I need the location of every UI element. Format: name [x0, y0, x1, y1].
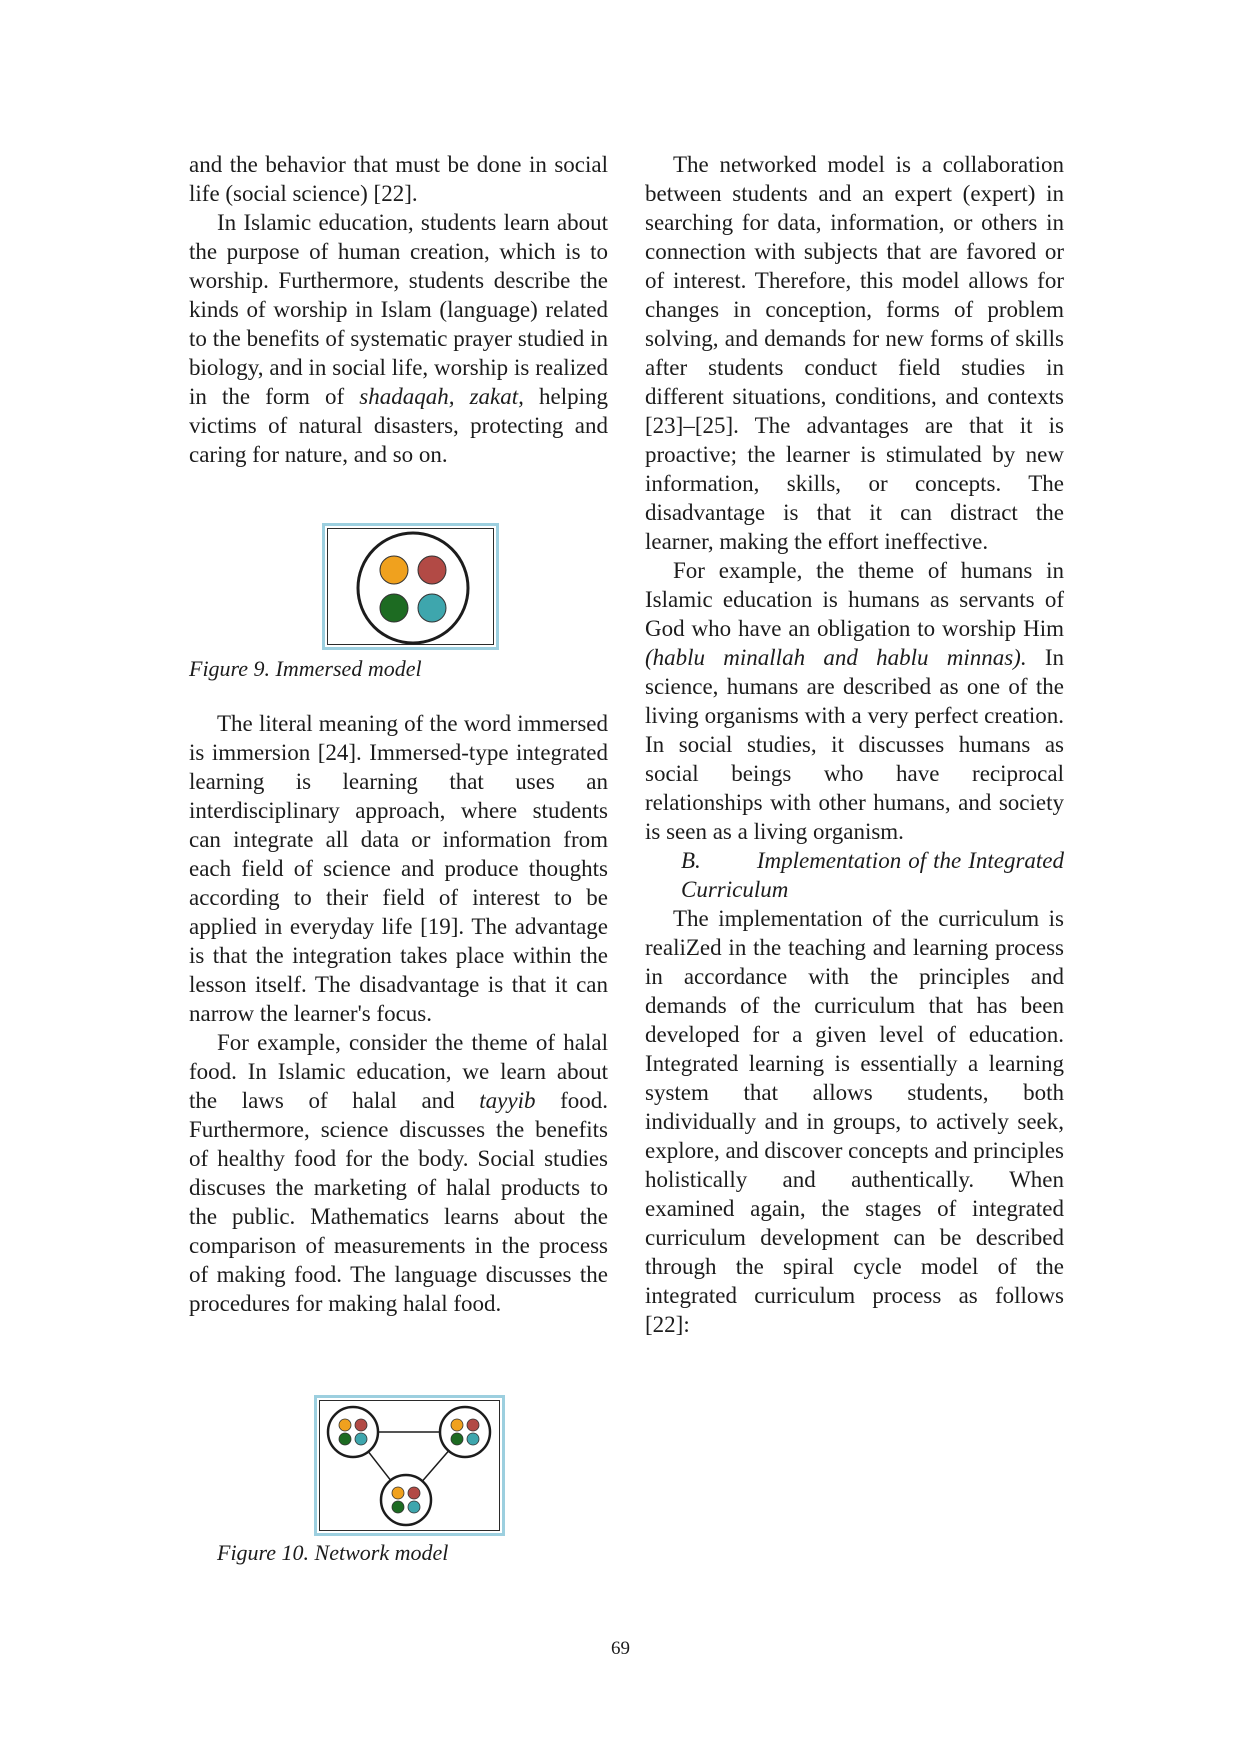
paragraph: The implementation of the curriculum is realiZed in the teaching and learning process in accordance with the principles and demands of the curriculum that has been developed for a given level of education. Integrated learning is essentially a learning system that allows students, both individually and in groups, to actively seek, explore, and discover concepts and principles holistically and authentically. When examined again, the stages of integrated curriculum development can be described through the spiral cycle model of the integrated curriculum process as follows [22]: — [645, 906, 1064, 1337]
emphasis: (hablu minallah and hablu minnas). — [645, 645, 1027, 670]
paragraph — [189, 208, 608, 469]
orange-dot — [380, 556, 408, 584]
node-dot — [339, 1419, 351, 1431]
left-column-lower — [189, 709, 608, 1318]
left-column — [189, 150, 608, 469]
paragraph — [189, 1028, 608, 1318]
node-dot — [355, 1419, 367, 1431]
outer-circle — [358, 533, 468, 643]
teal-dot — [418, 594, 446, 622]
node-dot — [451, 1433, 463, 1445]
node-dot — [339, 1433, 351, 1445]
figure-10-caption: Figure 10. Network model — [217, 1540, 449, 1565]
text-run: For example, the theme of humans in Islamic education is humans as servants of God who have an obligation to worship Him — [645, 558, 1064, 641]
text-run: food. Furthermore, science discusses the benefits of healthy food for the body. Social studies discuses the marketing of halal products to the public. Mathematics learns about the comparison of measurements in the process of making food. The language discusses the procedures for making halal food. — [189, 1088, 608, 1316]
node-dot — [467, 1419, 479, 1431]
node-dot — [408, 1501, 420, 1513]
text-run: In Islamic education, students learn about the purpose of human creation, which is to worship. Furthermore, students describe the kinds of worship in Islam (language) related to the benefits of systematic prayer studied in biology, and in social life, worship is realized in the form of — [189, 210, 608, 409]
text-run: For example, consider the theme of halal food. In Islamic education, we learn about the laws of halal and — [189, 1030, 608, 1113]
node-dot — [355, 1433, 367, 1445]
emphasis: tayyib — [479, 1088, 536, 1113]
text-run: In science, humans are described as one of the living organisms with a very perfect creation. In social studies, it discusses humans as social beings who have reciprocal relationships with other humans, and society is seen as a living organism. — [645, 645, 1064, 844]
network-diagram — [320, 1401, 503, 1534]
node-dot — [392, 1501, 404, 1513]
paragraph: The literal meaning of the word immersed is immersion [24]. Immersed-type integrated learning is learning that uses an interdisciplinary approach, where students can integrate all data or information from each field of science and produce thoughts according to their field of interest to be applied in everyday life [19]. The advantage is that the integration takes place within the lesson itself. The disadvantage is that it can narrow the learner's focus. — [189, 711, 608, 1026]
figure-9-caption: Figure 9. Immersed model — [189, 656, 422, 681]
figure-10-network-diagram — [314, 1395, 505, 1536]
figure-frame — [319, 1400, 500, 1531]
network-node — [440, 1407, 490, 1457]
right-column — [645, 150, 1070, 1339]
figure-9-immersed-diagram — [322, 523, 499, 650]
network-node — [381, 1475, 431, 1525]
text-run: helping victims of natural disasters, protecting and caring for nature, and so on. — [189, 384, 609, 467]
section-heading: B. Implementation of the Integrated Curriculum — [681, 848, 1070, 902]
node-dot — [408, 1487, 420, 1499]
paragraph — [645, 556, 1064, 846]
page-number: 69 — [611, 1638, 630, 1659]
network-node — [328, 1407, 378, 1457]
paragraph: and the behavior that must be done in social life (social science) [22]. — [189, 152, 608, 206]
green-dot — [380, 594, 408, 622]
node-dot — [392, 1487, 404, 1499]
node-dot — [467, 1433, 479, 1445]
emphasis: shadaqah, zakat, — [359, 384, 524, 409]
node-dot — [451, 1419, 463, 1431]
red-dot — [418, 556, 446, 584]
immersed-diagram — [328, 529, 497, 648]
figure-frame — [327, 528, 494, 645]
paragraph: The networked model is a collaboration between students and an expert (expert) in searching for data, information, or others in connection with subjects that are favored or of interest. Therefore, this model allows for changes in conception, forms of problem solving, and demands for new forms of skills after students conduct field studies in different situations, conditions, and contexts [23]–[25]. The advantages are that it is proactive; the learner is stimulated by new information, skills, or concepts. The disadvantage is that it can distract the learner, making the effort ineffective. — [645, 152, 1064, 554]
